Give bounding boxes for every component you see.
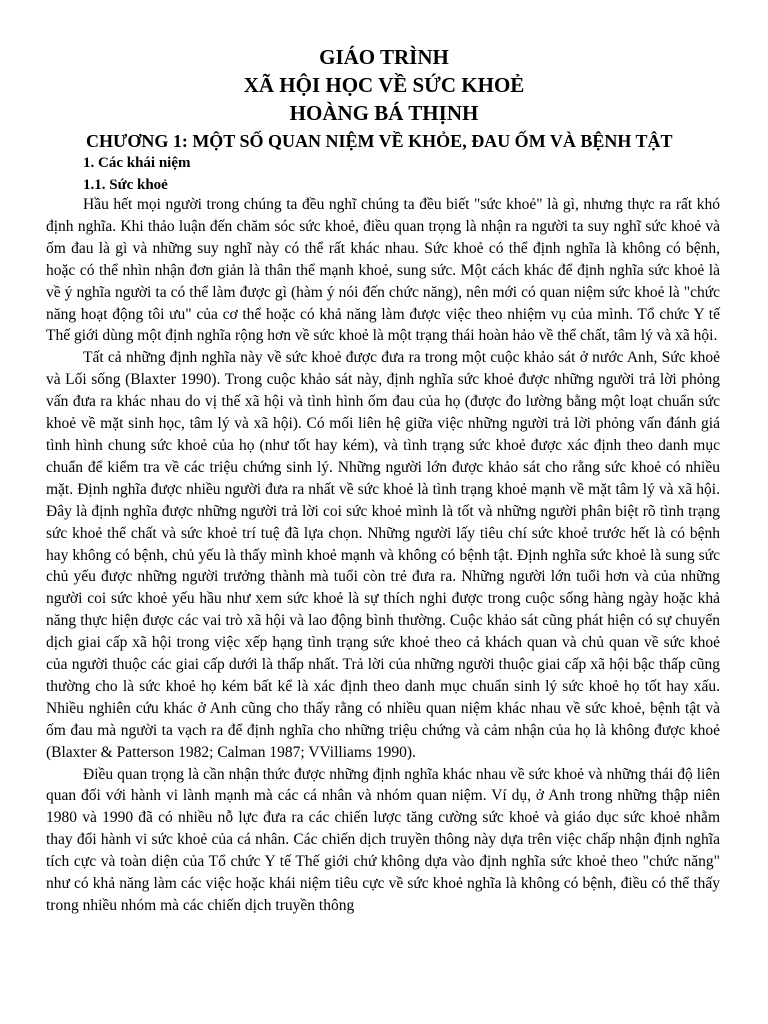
subsection-heading: 1.1. Sức khoẻ xyxy=(83,177,168,193)
paragraph-3: Điều quan trọng là cần nhận thức được những định nghĩa khác nhau về sức khoẻ và những thái độ liên quan đối với hành vi lành mạnh mà các cá nhân và nhóm quan niệm. Ví dụ, ở Anh trong những thập niên 1980 và 1990 đã có nhiều nỗ lực đưa ra các chiến lược tăng cường sức khoẻ và giáo dục sức khoẻ nhằm thay đổi hành vi sức khoẻ của cá nhân. Các chiến dịch truyền thông này dựa trên việc chấp nhận định nghĩa tích cực và toàn diện của Tổ chức Y tế Thế giới chứ không dựa vào định nghĩa sức khoẻ theo "chức năng" như có khả năng làm các việc hoặc khái niệm tiêu cực về sức khoẻ nghĩa là không có bệnh, điều có thể thấy trong nhiều nhóm mà các chiến dịch truyền thông xyxy=(46,765,720,914)
paragraph-2: Tất cả những định nghĩa này về sức khoẻ được đưa ra trong một cuộc khảo sát ở nước Anh, Sức khoẻ và Lối sống (Blaxter 1990). Trong cuộc khảo sát này, định nghĩa sức khoẻ được những người trả lời phỏng vấn đưa ra khác nhau do vị thế xã hội và tình hình ốm đau của họ (được đo lường bằng một loạt chuẩn sức khoẻ về mặt sinh học, tâm lý và xã hội). Có mối liên hệ giữa việc những người trả lời phỏng vấn đánh giá tình hình chung sức khoẻ của họ (như tốt hay kém), và tình trạng sức khoẻ được xác định theo danh mục chuẩn để kiểm tra về các triệu chứng sinh lý. Những người lớn được khảo sát cho rằng sức khoẻ có nhiều mặt. Định nghĩa được nhiều người đưa ra nhất về sức khoẻ là tình trạng khoẻ mạnh về mặt tâm lý và xã hội. Đây là định nghĩa được những người trả lời coi sức khoẻ mình là tốt và những người phân biệt rõ tình trạng sức khoẻ thể chất và sức khoẻ trí tuệ đã lựa chọn. Những người lấy tiêu chí sức khoẻ trước hết là có bệnh hay không có bệnh, chủ yếu là thấy mình khoẻ mạnh và không có bệnh tật. Định nghĩa sức khoẻ là sung sức chủ yếu được những người trưởng thành mà tuổi còn trẻ đưa ra. Những người lớn tuổi hơn và của những người coi sức khoẻ yếu hầu như xem sức khoẻ là sự thích nghi được trong cuộc sống hàng ngày hoặc khả năng thực hiện được các vai trò xã hội và lao động bình thường. Cuộc khảo sát cũng phát hiện có sự chuyển dịch giai cấp xã hội trong việc xếp hạng tình trạng sức khoẻ theo cả khách quan và chủ quan về sức khoẻ của người thuộc các giai cấp dưới là thấp nhất. Trả lời của những người thuộc giai cấp xã hội bậc thấp cũng thường cho là sức khoẻ họ kém bất kể là xác định theo danh mục chuẩn sinh lý sức khoẻ họ tốt hay xấu. Nhiều nghiên cứu khác ở Anh cũng cho thấy rằng có nhiều quan niệm khác nhau về sức khoẻ, bệnh tật và ốm đau mà người ta vạch ra để định nghĩa cho những triệu chứng và cảm nhận của họ là không được khoẻ (Blaxter & Patterson 1982; Calman 1987; VVilliams 1990). xyxy=(46,349,720,761)
document-title: GIÁO TRÌNH xyxy=(319,45,449,69)
section-heading: 1. Các khái niệm xyxy=(83,155,191,171)
chapter-title: CHƯƠNG 1: MỘT SỐ QUAN NIỆM VỀ KHỎE, ĐAU ỐM VÀ BỆNH TẬT xyxy=(86,131,673,151)
document-subtitle: XÃ HỘI HỌC VỀ SỨC KHOẺ xyxy=(243,73,525,97)
document-author: HOÀNG BÁ THỊNH xyxy=(289,101,479,125)
body-text xyxy=(46,194,720,917)
paragraph-1: Hầu hết mọi người trong chúng ta đều nghĩ chúng ta đều biết "sức khoẻ" là gì, nhưng thực ra rất khó định nghĩa. Khi thảo luận đến chăm sóc sức khoẻ, điều quan trọng là nhận ra người ta suy nghĩ sức khoẻ và ốm đau là gì và những suy nghĩ này có thể rất khác nhau. Sức khoẻ có thể định nghĩa là không có bệnh, hoặc có thể nhìn nhận đơn giản là thân thể mạnh khoẻ, sung sức. Một cách khác để định nghĩa sức khoẻ là về ý nghĩa người ta có thể làm được gì (hàm ý nói đến chức năng), nên mới có quan niệm sức khoẻ là "chức năng hoạt động tôi ưu" của cơ thể hoặc có khả năng làm được việc theo nhiệm vụ của mình. Tổ chức Y tế Thế giới dùng một định nghĩa rộng hơn về sức khoẻ là một trạng thái hoàn hảo về thể chất, tâm lý và xã hội. xyxy=(46,196,720,345)
document-title-block xyxy=(0,43,768,127)
